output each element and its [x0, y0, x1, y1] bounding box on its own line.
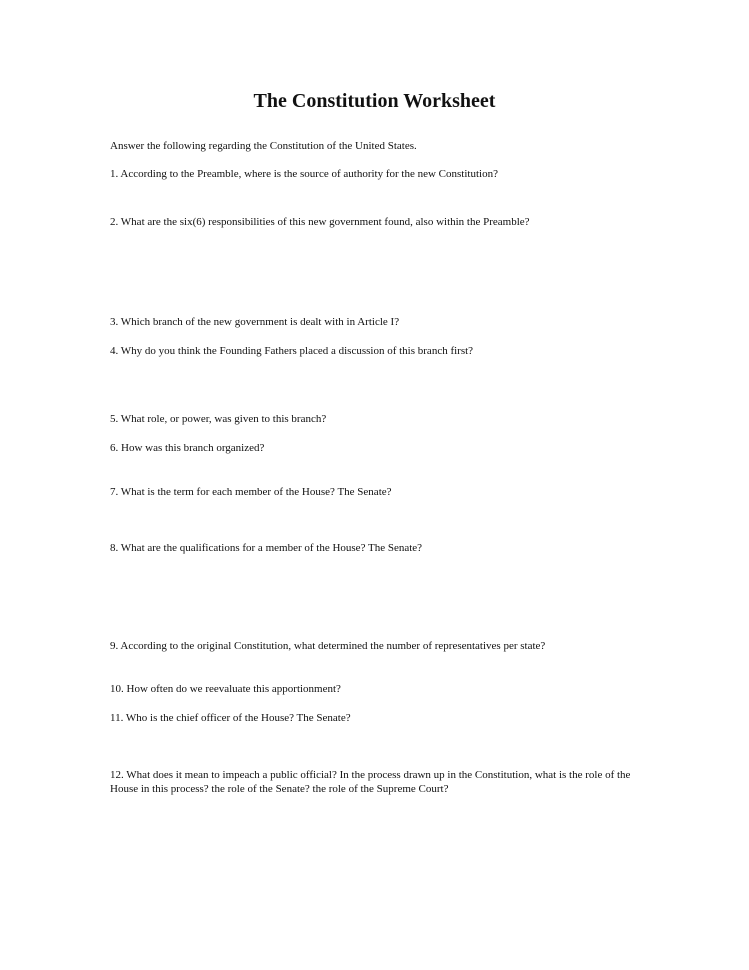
question-4: 4. Why do you think the Founding Fathers placed a discussion of this branch first? — [110, 345, 474, 357]
question-12: 12. What does it mean to impeach a public official? In the process drawn up in the Constitution, what is the role of the House in this process? the role of the Senate? the role of the Supreme Court? — [110, 769, 631, 795]
worksheet-title: The Constitution Worksheet — [253, 90, 496, 112]
question-10: 10. How often do we reevaluate this apportionment? — [110, 683, 341, 695]
question-8: 8. What are the qualifications for a member of the House? The Senate? — [110, 542, 423, 554]
question-9: 9. According to the original Constitution, what determined the number of representatives per state? — [110, 640, 546, 652]
question-11: 11. Who is the chief officer of the House? The Senate? — [110, 712, 351, 724]
question-6: 6. How was this branch organized? — [110, 442, 265, 454]
question-7: 7. What is the term for each member of the House? The Senate? — [110, 486, 392, 498]
question-1: 1. According to the Preamble, where is the source of authority for the new Constitution? — [110, 168, 498, 180]
instructions: Answer the following regarding the Constitution of the United States. — [110, 140, 417, 152]
question-3: 3. Which branch of the new government is dealt with in Article I? — [110, 316, 400, 328]
question-2: 2. What are the six(6) responsibilities of this new government found, also within the Preamble? — [110, 216, 530, 228]
question-5: 5. What role, or power, was given to this branch? — [110, 413, 327, 425]
